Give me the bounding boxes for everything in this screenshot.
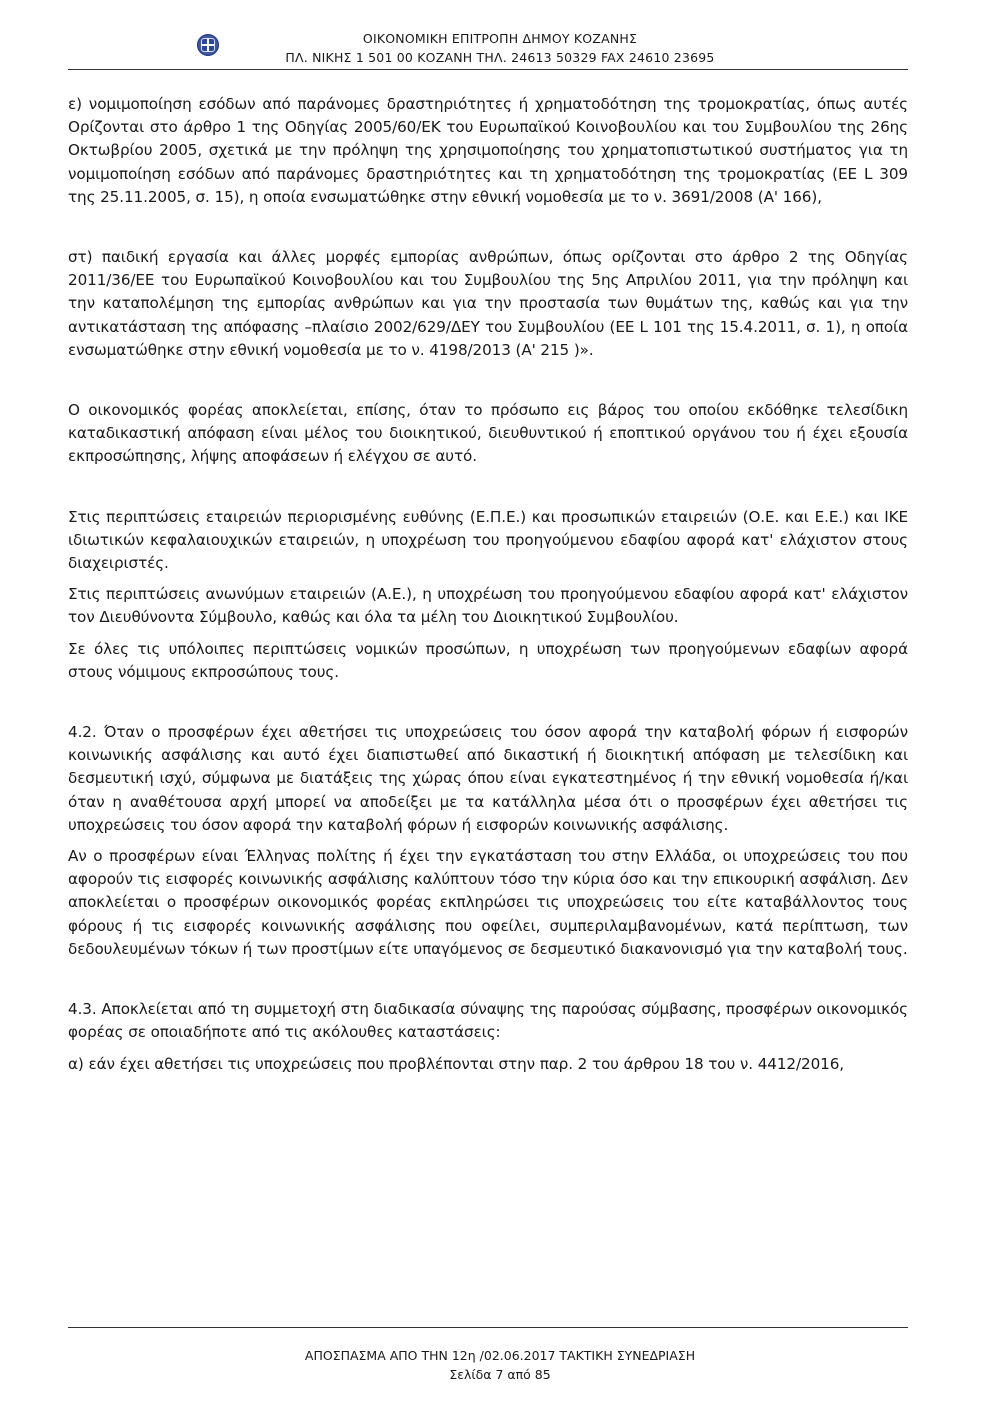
spacer [68, 684, 908, 721]
header-title: ΟΙΚΟΝΟΜΙΚΗ ΕΠΙΤΡΟΠΗ ΔΗΜΟΥ ΚΟΖΑΝΗΣ [362, 31, 638, 46]
footer-divider [68, 1327, 908, 1328]
paragraph-anonymous-companies: Στις περιπτώσεις ανωνύμων εταιρειών (Α.Ε.), η υποχρέωση του προηγούμενου εδαφίου αφορά κατ' ελάχιστον τον Διευθύνοντα Σύμβουλο, καθώς και όλα τα μέλη του Διοικητικού Συμβουλίου. [68, 585, 908, 627]
header-divider [68, 69, 908, 70]
spacer [68, 575, 908, 583]
paragraph-st-child-labour: στ) παιδική εργασία και άλλες μορφές εμπορίας ανθρώπων, όπως ορίζονται στο άρθρο 2 της Οδηγίας 2011/36/ΕΕ του Ευρωπαϊκού Κοινοβουλίου και του Συμβουλίου της 5ης Απριλίου 2011, για την πρόληψη και την καταπολέμηση της εμπορίας ανθρώπων και για την προστασία των θυμάτων της, καθώς και για την αντικατάσταση της απόφασης –πλαίσιο 2002/629/ΔΕΥ του Συμβουλίου (ΕΕ L 101 της 15.4.2011, σ. 1), η οποία ενσωματώθηκε στην εθνική νομοθεσία με το ν. 4198/2013 (Α' 215 )». [68, 248, 908, 359]
spacer [68, 961, 908, 998]
paragraph-section-4-3: 4.3. Αποκλείεται από τη συμμετοχή στη διαδικασία σύναψης της παρούσας σύμβασης, προσφέρων οικονομικός φορέας σε οποιαδήποτε από τις ακόλουθες καταστάσεις: [68, 1000, 908, 1042]
paragraph-greek-citizen-obligations: Αν ο προσφέρων είναι Έλληνας πολίτης ή έχει την εγκατάσταση του στην Ελλάδα, οι υποχρεώσεις του που αφορούν τις εισφορές κοινωνικής ασφάλισης καλύπτουν τόσο την κύρια όσο και την επικουρική ασφάλιση. Δεν αποκλείεται ο προσφέρων οικονομικός φορέας εκπληρώσει τις υποχρεώσεις του είτε καταβάλλοντος τους φόρους ή τις εισφορές κοινωνικής ασφάλισης που οφείλει, συμπεριλαμβανομένων, κατά περίπτωση, των δεδουλευμένων τόκων ή των προστίμων είτε υπαγόμενος σε δεσμευτικό διακανονισμό για την καταβολή τους. [68, 847, 908, 958]
page-footer [0, 1346, 1000, 1384]
spacer [68, 362, 908, 399]
paragraph-limited-companies: Στις περιπτώσεις εταιρειών περιορισμένης ευθύνης (Ε.Π.Ε.) και προσωπικών εταιρειών (Ο.Ε. και Ε.Ε.) και ΙΚΕ ιδιωτικών κεφαλαιουχικών εταιρειών, η υποχρέωση του προηγούμενου εδαφίου αφορά κατ' ελάχιστον στους διαχειριστές. [68, 507, 908, 573]
footer-page-number: Σελίδα 7 από 85 [449, 1367, 551, 1382]
greek-coat-of-arms-icon [197, 34, 219, 56]
spacer [68, 837, 908, 845]
page-header [0, 26, 1000, 70]
footer-session: ΑΠΟΣΠΑΣΜΑ ΑΠΟ ΤΗΝ 12η /02.06.2017 ΤΑΚΤΙΚΗ ΣΥΝΕΔΡΙΑΣΗ [304, 1348, 696, 1363]
paragraph-section-4-2: 4.2. Όταν ο προσφέρων έχει αθετήσει τις υποχρεώσεις του όσον αφορά την καταβολή φόρων ή εισφορών κοινωνικής ασφάλισης και αυτό έχει διαπιστωθεί από δικαστική ή διοικητική απόφαση με τελεσίδικη και δεσμευτική ισχύ, σύμφωνα με διατάξεις της χώρας όπου είναι εγκατεστημένος ή την εθνική νομοθεσία ή/και όταν η αναθέτουσα αρχή μπορεί να αποδείξει με τα κατάλληλα μέσα ότι ο προσφέρων έχει αθετήσει τις υποχρεώσεις του όσον αφορά την καταβολή φόρων ή εισφορών κοινωνικής ασφάλισης. [68, 723, 908, 834]
paragraph-other-legal-persons: Σε όλες τις υπόλοιπες περιπτώσεις νομικών προσώπων, η υποχρέωση των προηγούμενων εδαφίων αφορά στους νόμιμους εκπροσώπους τους. [68, 639, 908, 681]
document-body [68, 93, 908, 1076]
spacer [68, 630, 908, 638]
paragraph-e-money-laundering: ε) νομιμοποίηση εσόδων από παράνομες δραστηριότητες ή χρηματοδότηση της τρομοκρατίας, όπως αυτές Ορίζονται στο άρθρο 1 της Οδηγίας 2005/60/ΕΚ του Ευρωπαϊκού Κοινοβουλίου και του Συμβουλίου της 26ης Οκτωβρίου 2005, σχετικά με την πρόληψη της χρησιμοποίησης του χρηματοπιστωτικού συστήματος για τη νομιμοποίηση εσόδων από παράνομες δραστηριότητες και τη χρηματοδότηση της τρομοκρατίας (ΕΕ L 309 της 25.11.2005, σ. 15), η οποία ενσωματώθηκε στην εθνική νομοθεσία με το ν. 3691/2008 (Α' 166), [68, 95, 908, 206]
spacer [68, 1045, 908, 1053]
spacer [68, 469, 908, 506]
paragraph-a-obligations: α) εάν έχει αθετήσει τις υποχρεώσεις που προβλέπονται στην παρ. 2 του άρθρου 18 του ν. 4412/2016, [68, 1054, 844, 1073]
paragraph-exclusion-members: Ο οικονομικός φορέας αποκλείεται, επίσης, όταν το πρόσωπο εις βάρος του οποίου εκδόθηκε τελεσίδικη καταδικαστική απόφαση είναι μέλος του διοικητικού, διευθυντικού ή εποπτικού οργάνου του ή έχει εξουσία εκπροσώπησης, λήψης αποφάσεων ή ελέγχου σε αυτό. [68, 401, 908, 466]
spacer [68, 209, 908, 246]
header-address: ΠΛ. ΝΙΚΗΣ 1 501 00 ΚΟΖΑΝΗ ΤΗΛ. 24613 50329 FAX 24610 23695 [285, 50, 715, 65]
